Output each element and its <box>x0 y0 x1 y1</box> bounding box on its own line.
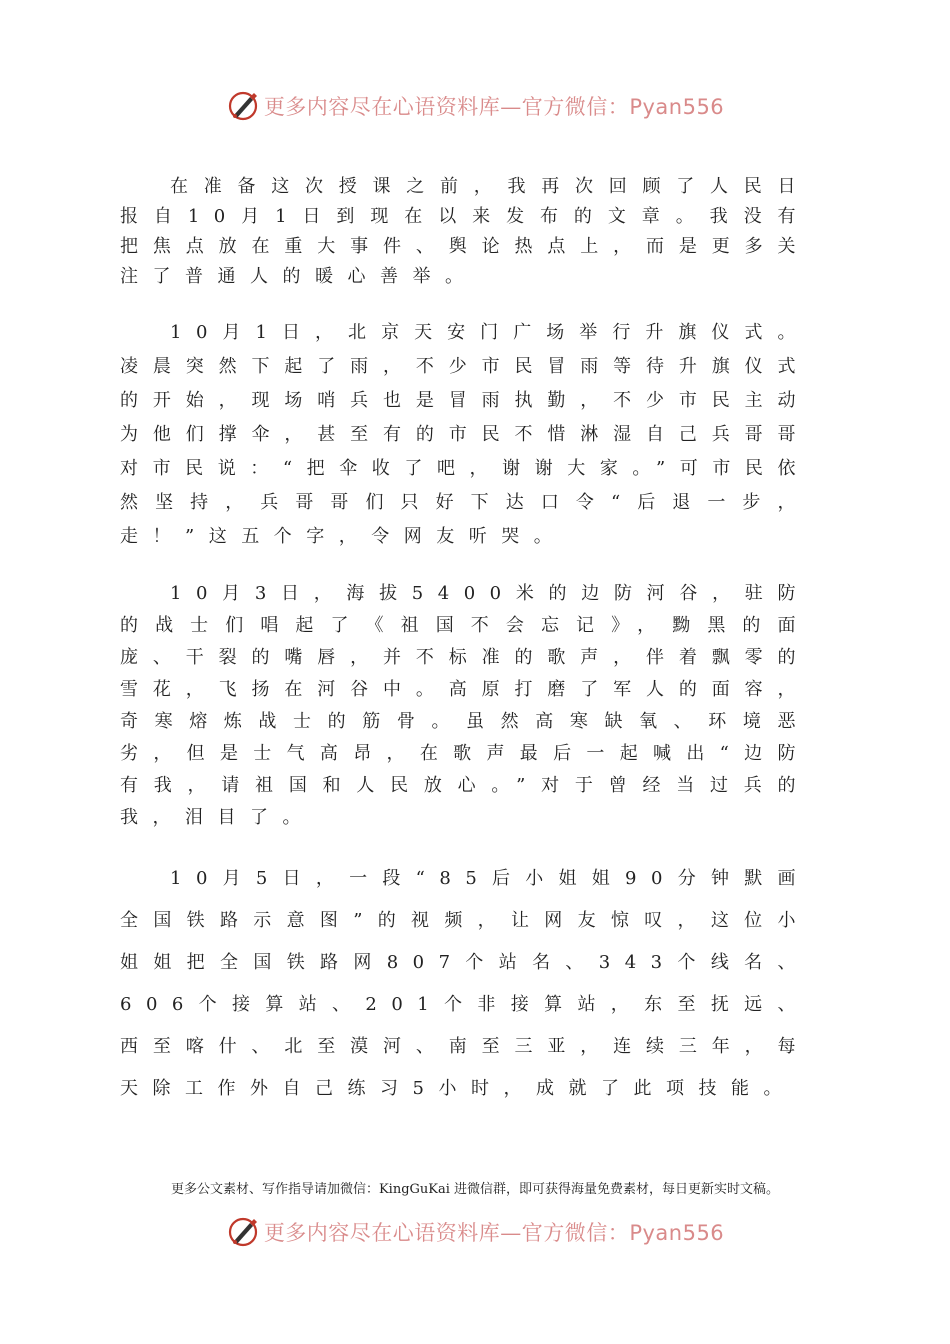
header-banner <box>0 86 950 126</box>
paragraph-oct-5: 10月5日，一段“85后小姐姐90分钟默画全国铁路示意图”的视频，让网友惊叹，这位小姐姐把全国铁路网807个站名、343个线名、606个接算站、201个非接算站，东至抚远、西至喀什、北至漠河、南至三亚，连续三年，每天除工作外自己练习5小时，成就了此项技能。 <box>120 868 810 1099</box>
header-banner-text: 更多内容尽在心语资料库—官方微信：Pyan556 <box>263 95 725 119</box>
paragraph-oct-1: 10月1日，北京天安门广场举行升旗仪式。凌晨突然下起了雨，不少市民冒雨等待升旗仪式的开始，现场哨兵也是冒雨执勤，不少市民主动为他们撑伞，甚至有的市民不惜淋湿自己兵哥哥对市民说：“把伞收了吧，谢谢大家。”可市民依然坚持，兵哥哥们只好下达口令“后退一步，走！”这五个字，令网友听哭。 <box>120 322 810 547</box>
paragraph-oct-3: 10月3日，海拔5400米的边防河谷，驻防的战士们唱起了《祖国不会忘记》，黝黑的面庞、干裂的嘴唇，并不标准的歌声，伴着飘零的雪花，飞扬在河谷中。高原打磨了军人的面容，奇寒熔炼战士的筋骨。虽然高寒缺氧、环境恶劣，但是士气高昂，在歌声最后一起喊出“边防有我，请祖国和人民放心。”对于曾经当过兵的我，泪目了。 <box>120 583 810 828</box>
paragraph-intro: 在准备这次授课之前，我再次回顾了人民日报自10月1日到现在以来发布的文章。我没有把焦点放在重大事件、舆论热点上，而是更多关注了普通人的暖心善举。 <box>120 176 810 287</box>
document-body <box>120 172 810 1134</box>
footer-banner-text: 更多内容尽在心语资料库—官方微信：Pyan556 <box>263 1221 725 1245</box>
footer-banner <box>0 1212 950 1252</box>
pen-ring-logo-icon <box>226 89 260 123</box>
footer-note: 更多公文素材、写作指导请加微信：KingGuKai 进微信群，即可获得海量免费素材，每日更新实时文稿。 <box>170 1182 780 1197</box>
footer-wechat-id: Pyan556 <box>629 1221 725 1245</box>
header-wechat-id: Pyan556 <box>629 95 725 119</box>
pen-ring-logo-icon <box>226 1215 260 1249</box>
